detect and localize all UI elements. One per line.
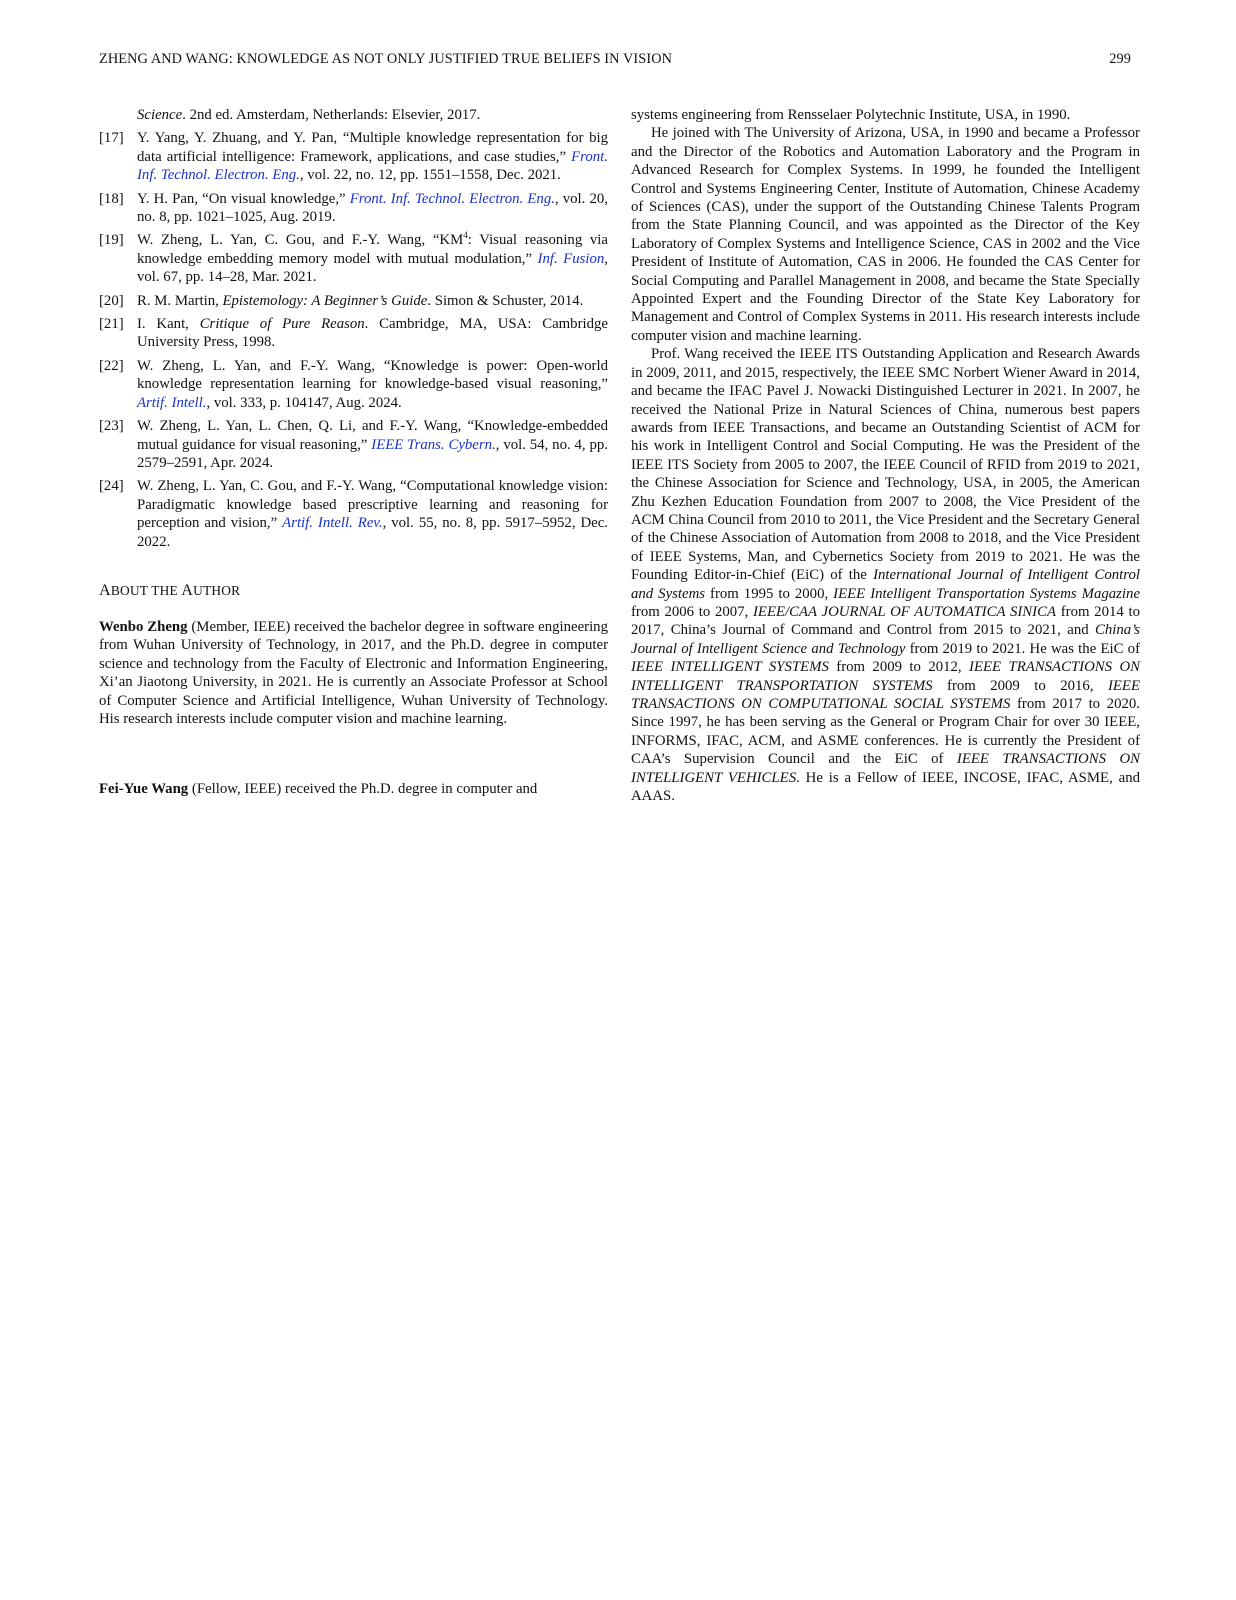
reference-number: [24] (99, 478, 124, 495)
reference-number: [18] (99, 190, 124, 207)
reference-number: [19] (99, 232, 124, 249)
author-bio-fei-yue-wang-start: Fei-Yue Wang (Fellow, IEEE) received the Ph.D. degree in computer and (99, 781, 538, 798)
reference-21: [21] I. Kant, Critique of Pure Reason. Cambridge, MA, USA: Cambridge University Press, 1998. (99, 316, 608, 351)
reference-23: [23] W. Zheng, L. Yan, L. Chen, Q. Li, and F.-Y. Wang, “Knowledge-embedded mutual guidance for visual reasoning,” IEEE Trans. Cybern., vol. 54, no. 4, pp. 2579–2591, Apr. 2024. (99, 418, 608, 471)
reference-20: [20] R. M. Martin, Epistemology: A Beginner’s Guide. Simon & Schuster, 2014. (99, 292, 584, 309)
bio-continuation: systems engineering from Rensselaer Polytechnic Institute, USA, in 1990. (631, 107, 1071, 123)
reference-22: [22] W. Zheng, L. Yan, and F.-Y. Wang, “Knowledge is power: Open-world knowledge representation learning for knowledge-based visual reasoning,” Artif. Intell., vol. 333, p. 104147, Aug. 2024. (99, 357, 608, 411)
journal-link[interactable]: Artif. Intell. Rev. (282, 515, 383, 532)
running-title: ZHENG AND WANG: KNOWLEDGE AS NOT ONLY JUSTIFIED TRUE BELIEFS IN VISION (99, 51, 673, 67)
page-number: 299 (1109, 51, 1131, 67)
journal-link[interactable]: Front. Inf. Technol. Electron. Eng. (349, 190, 555, 207)
author-name: Fei-Yue Wang (99, 781, 189, 798)
reference-number: [23] (99, 418, 124, 435)
journal-link[interactable]: Inf. Fusion (537, 250, 605, 267)
author-bio-wenbo-zheng: Wenbo Zheng (Member, IEEE) received the bachelor degree in software engineering from Wuhan University of Technology, in 2017, and the Ph.D. degree in computer science and technology from the Faculty of Electronic and Information Engineering, Xi’an Jiaotong University, in 2021. He is currently an Associate Professor at School of Computer Science and Artificial Intelligence, Wuhan University of Technology. His research interests include computer vision and machine learning. (99, 618, 608, 727)
journal-link[interactable]: Front. Inf. Technol. Electron. Eng. (137, 148, 608, 184)
journal-link[interactable]: Artif. Intell. (137, 394, 207, 411)
reference-16-continuation: Science. 2nd ed. Amsterdam, Netherlands: Elsevier, 2017. (137, 107, 481, 123)
bio-paragraph-career: He joined with The University of Arizona, USA, in 1990 and became a Professor and the Director of the Robotics and Automation Laboratory and the Program in Advanced Research for Complex Systems. In 1999, he founded the Intelligent Control and Systems Engineering Center, Institute of Automation, Chinese Academy of Sciences (CAS), under the support of the Outstanding Chinese Talents Program from the State Planning Council, and was appointed as the Director of the Key Laboratory of Complex Systems and Intelligence Science, CAS in 2002 and the Vice President of Institute of Automation, CAS in 2006. He founded the CAS Center for Social Computing and Parallel Management in 2008, and became the State Specially Appointed Expert and the Founding Director of the State Key Laboratory for Management and Control of Complex Systems in 2011. His research interests include computer vision and machine learning. (631, 125, 1140, 344)
bio-paragraph-awards: Prof. Wang received the IEEE ITS Outstanding Application and Research Awards in 2009, 2011, and 2015, respectively, the IEEE SMC Norbert Wiener Award in 2014, and became the IFAC Pavel J. Nowacki Distinguished Lecturer in 2021. In 2007, he received the National Prize in Natural Sciences of China, numerous best papers awards from IEEE Transactions, and became an Outstanding Scientist of ACM for his work in Intelligent Control and Social Computing. He was the President of the IEEE ITS Society from 2005 to 2007, the IEEE Council of RFID from 2019 to 2021, the Chinese Association for Science and Technology, USA, in 2005, the American Zhu Kezhen Education Foundation from 2007 to 2008, the Vice President of the ACM China Council from 2010 to 2011, the Vice President and the Secretary General of the Chinese Association of Automation from 2008 to 2018, and the Vice President of IEEE Systems, Man, and Cybernetics Society from 2019 to 2021. He was the Founding Editor-in-Chief (EiC) of the International Journal of Intelligent Control and Systems from 1995 to 2000, IEEE Intelligent Transportation Systems Magazine from 2006 to 2007, IEEE/CAA JOURNAL OF AUTOMATICA SINICA from 2014 to 2017, China’s Journal of Command and Control from 2015 to 2021, and China’s Journal of Intelligent Science and Technology from 2019 to 2021. He was the EiC of IEEE INTELLIGENT SYSTEMS from 2009 to 2012, IEEE TRANSACTIONS ON INTELLIGENT TRANSPORTATION SYSTEMS from 2009 to 2016, IEEE TRANSACTIONS ON COMPUTATIONAL SOCIAL SYSTEMS from 2017 to 2020. Since 1997, he has been serving as the General or Program Chair for over 30 IEEE, INFORMS, IFAC, ACM, and ASME conferences. He is currently the President of CAA’s Supervision Council and the EiC of IEEE TRANSACTIONS ON INTELLIGENT VEHICLES. He is a Fellow of IEEE, INCOSE, IFAC, ASME, and AAAS. (631, 346, 1141, 805)
right-column (631, 106, 1140, 805)
running-header (99, 51, 1131, 68)
journal-link[interactable]: IEEE Trans. Cybern. (371, 436, 496, 453)
reference-number: [21] (99, 316, 124, 333)
reference-24: [24] W. Zheng, L. Yan, C. Gou, and F.-Y. Wang, “Computational knowledge vision: Paradigmatic knowledge based prescriptive learning and reasoning for perception and vision,” Artif. Intell. Rev., vol. 55, no. 8, pp. 5917–5952, Dec. 2022. (99, 478, 608, 550)
author-name: Wenbo Zheng (99, 618, 188, 635)
reference-18: [18] Y. H. Pan, “On visual knowledge,” Front. Inf. Technol. Electron. Eng., vol. 20, no. 8, pp. 1021–1025, Aug. 2019. (99, 190, 608, 226)
reference-17: [17] Y. Yang, Y. Zhuang, and Y. Pan, “Multiple knowledge representation for big data artificial intelligence: Framework, applications, and case studies,” Front. Inf. Technol. Electron. Eng., vol. 22, no. 12, pp. 1551–1558, Dec. 2021. (99, 130, 608, 184)
reference-number: [22] (99, 357, 124, 374)
reference-number: [17] (99, 130, 124, 147)
reference-number: [20] (99, 292, 124, 309)
left-column (99, 106, 608, 799)
section-heading-about-the-author: ABOUT THE AUTHOR (99, 580, 241, 599)
reference-19: [19] W. Zheng, L. Yan, C. Gou, and F.-Y. Wang, “$KM^4$: Visual reasoning via knowledge embedding memory model with mutual modulation,” Inf. Fusion, vol. 67, pp. 14–28, Mar. 2021. (99, 230, 608, 286)
